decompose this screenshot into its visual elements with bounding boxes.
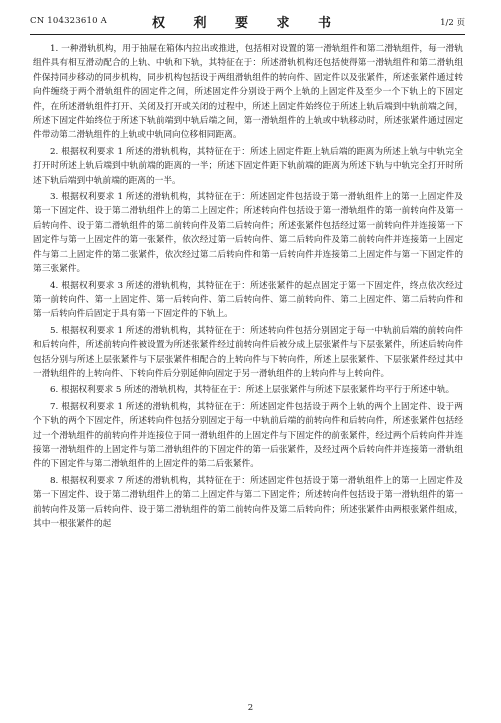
claim-8: 8. 根据权利要求 7 所述的滑轨机构，其特征在于：所述固定件包括设于第一滑轨组件上的第一上固定件及第一下固定件、设于第二滑轨组件上的第二上固定件与第二下固定件；所述转向件包括设于第一滑轨组件的第一前转向件及第一后转向件、设于第二滑轨组件的第二前转向件及第二后转向件；所述张紧件由两根张紧件组成，其中一根张紧件的起 (33, 475, 463, 529)
claim-2: 2. 根据权利要求 1 所述的滑轨机构，其特征在于：所述上固定件距上轨后端的距离为所述上轨与中轨完全打开时所述上轨后端到中轨前端的距离的一半；所述下固定件距下轨前端的距离为所述下轨与中轨完全打开时所述下轨后端到中轨前端的距离的一半。 (33, 146, 463, 186)
claims-body (33, 42, 463, 694)
claim-6: 6. 根据权利要求 5 所述的滑轨机构，其特征在于：所述上层张紧件与所述下层张紧件均平行于所述中轨。 (50, 385, 455, 396)
document-title: 权 利 要 求 书 (151, 16, 344, 31)
page-number: 2 (247, 703, 254, 713)
claim-7: 7. 根据权利要求 1 所述的滑轨机构，其特征在于：所述固定件包括设于两个上轨的两个上固定件、设于两个下轨的两个下固定件，所述转向件包括分别固定于每一中轨前后端的前转向件和后转向件，所述张紧件包括经过一个滑轨组件的前转向件并连接位于同一滑轨组件的上固定件与下固定件的前张紧件，经过两个后转向件并连接第一滑轨组件的上固定件与第二滑轨组件的下固定件的第一后张紧件，及经过两个后转向件并连接第一滑轨组件的下固定件与第二滑轨组件的上固定件的第二后张紧件。 (33, 401, 463, 470)
page-info: 1/2 页 (440, 18, 465, 28)
publication-number: CN 104323610 A (30, 16, 107, 26)
claim-3: 3. 根据权利要求 1 所述的滑轨机构，其特征在于：所述固定件包括设于第一滑轨组件上的第一上固定件及第一下固定件、设于第二滑轨组件上的第二上固定件；所述转向件包括设于第一滑轨组件的第一前转向件及第一后转向件、设于第二滑轨组件的第二前转向件及第二后转向件；所述张紧件包括经过第一前转向件并连接第一下固定件与第一上固定件的第一张紧件，依次经过第一后转向件、第二后转向件及第二前转向件并连接第一上固定件与第二上固定件的第二张紧件，依次经过第二后转向件和第一后转向件并连接第二上固定件与第一下固定件的第三张紧件。 (33, 192, 463, 275)
claim-4: 4. 根据权利要求 3 所述的滑轨机构，其特征在于：所述张紧件的起点固定于第一下固定件，终点依次经过第一前转向件、第一上固定件、第一后转向件、第二后转向件、第二前转向件、第二上固定件、第二后转向件和第一后转向件后固定于具有第一下固定件的下轨上。 (33, 280, 463, 320)
document-header (30, 12, 465, 34)
claim-1: 1. 一种滑轨机构，用于抽屉在箱体内拉出或推进，包括相对设置的第一滑轨组件和第二滑轨组件，每一滑轨组件具有相互滑动配合的上轨、中轨和下轨，其特征在于：所述滑轨机构还包括使得第一滑轨组件和第二滑轨组件保持同步移动的同步机构，同步机构包括设于两组滑轨组件的转向件、固定件以及张紧件，所述张紧件通过转向件缠绕于两个滑轨组件的固定件之间，所述固定件分别设于两个上轨的上固定件及至少一个下轨上的下固定件，在所述滑轨组件打开、关闭及打开或关闭的过程中，所述上固定件始终位于所述上轨后端到中轨前端之间，所述下固定件始终位于所述下轨前端到中轨后端之间，第一滑轨组件的上轨或中轨移动时，所述张紧件通过固定件带动第二滑轨组件的上轨或中轨同向位移相同距离。 (33, 44, 463, 141)
header-rule (30, 34, 465, 35)
claim-5: 5. 根据权利要求 1 所述的滑轨机构，其特征在于：所述转向件包括分别固定于每一中轨前后端的前转向件和后转向件，所述前转向件被设置为所述张紧件经过前转向件后被分成上层张紧件与下层张紧件，所述后转向件包括分别与所述上层张紧件与下层张紧件相配合的上转向件与下转向件，所述上层张紧件、下层张紧件经过其中一滑轨组件的上转向件、下转向件后分别延伸向固定于另一滑轨组件的上转向件与上转向件。 (33, 325, 463, 379)
